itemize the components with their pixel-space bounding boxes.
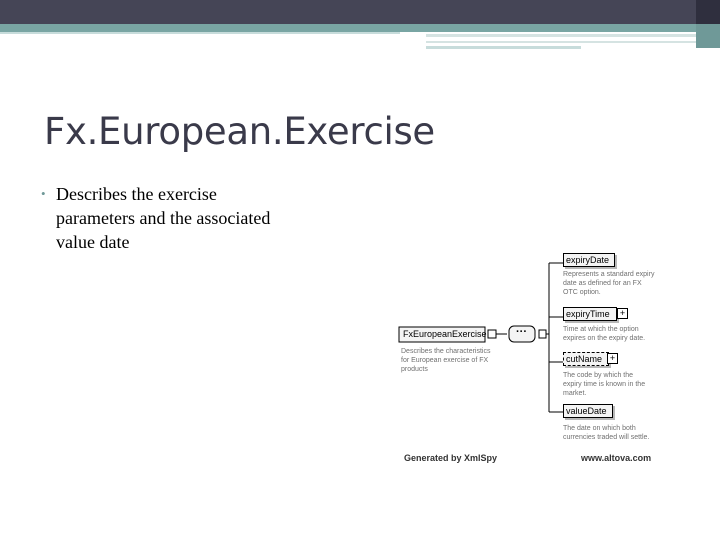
description-line: expires on the expiry date. — [563, 335, 646, 342]
element-node-expiry-time: expiryTime — [563, 307, 617, 321]
bullet-line: Describes the exercise — [56, 184, 217, 204]
expiry-time-description — [563, 325, 645, 343]
bullet-icon: • — [41, 186, 46, 201]
cut-name-description — [563, 371, 645, 398]
header-accent-line — [426, 34, 696, 37]
root-node-label: FxEuropeanExercise — [403, 329, 487, 339]
collapse-box-icon — [488, 330, 496, 338]
header-teal-stripe — [0, 24, 720, 32]
header-accent-line — [0, 32, 400, 34]
header-accent-line — [426, 46, 581, 49]
element-node-value-date: valueDate — [563, 404, 613, 418]
collapse-box-icon — [539, 330, 546, 338]
description-line: The date on which both — [563, 425, 636, 432]
element-node-cut-name: cutName — [563, 352, 609, 366]
slide-title: Fx.European.Exercise — [44, 110, 435, 153]
description-line: market. — [563, 390, 587, 397]
header-dark-stripe — [0, 0, 720, 24]
root-description — [401, 347, 490, 374]
bullet-line: value date — [56, 232, 130, 252]
description-line: The code by which the — [563, 372, 634, 379]
description-line: date as defined for an FX — [563, 280, 642, 287]
expand-plus-icon[interactable]: + — [617, 308, 628, 319]
description-line: Describes the characteristics — [401, 348, 491, 355]
expiry-date-description — [563, 270, 654, 297]
description-line: products — [401, 366, 428, 373]
sequence-symbol: ··· — [516, 326, 527, 338]
description-line: currencies traded will settle. — [563, 434, 650, 441]
header-corner-block-dark — [696, 0, 720, 24]
header-accent-line — [426, 41, 696, 43]
schema-diagram — [395, 245, 675, 470]
description-line: Represents a standard expiry — [563, 271, 655, 278]
altova-link: www.altova.com — [581, 453, 652, 463]
expand-plus-icon[interactable]: + — [607, 353, 618, 364]
generated-by-label: Generated by XmlSpy — [404, 453, 498, 463]
bullet-line: parameters and the associated — [56, 208, 271, 228]
description-line: OTC option. — [563, 289, 601, 296]
description-line: expiry time is known in the — [563, 381, 646, 388]
description-line: for European exercise of FX — [401, 357, 489, 364]
bullet-item — [41, 182, 356, 254]
description-line: Time at which the option — [563, 326, 639, 333]
element-node-expiry-date: expiryDate — [563, 253, 615, 267]
value-date-description — [563, 424, 649, 442]
